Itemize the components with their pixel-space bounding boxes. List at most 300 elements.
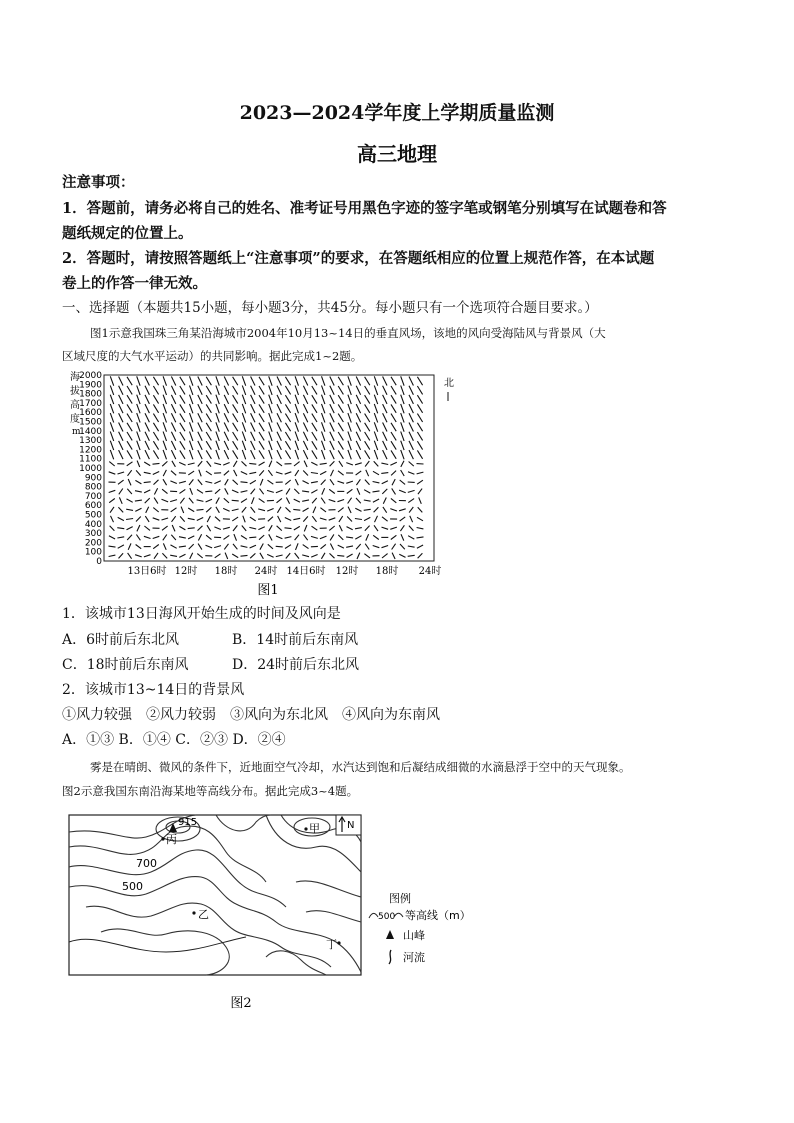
wind-barb — [296, 543, 299, 550]
wind-barb — [383, 413, 387, 422]
wind-barb — [417, 377, 422, 385]
wind-barb — [216, 432, 219, 441]
fig1-ytick-label: 1300 — [79, 436, 102, 447]
fig1-ytick-label: 1700 — [79, 398, 102, 409]
wind-barb — [321, 553, 325, 559]
wind-barb — [348, 422, 351, 431]
wind-barb — [330, 413, 334, 422]
wind-barb — [365, 414, 370, 422]
wind-barb — [390, 462, 396, 465]
wind-barb — [179, 554, 185, 557]
wind-barb — [127, 450, 132, 458]
wind-barb — [232, 500, 239, 501]
wind-barb — [356, 413, 360, 422]
wind-barb — [233, 480, 238, 485]
wind-barb — [408, 472, 414, 475]
wind-barb — [144, 462, 150, 466]
wind-barb — [127, 377, 132, 385]
wind-barb — [188, 536, 194, 539]
wind-barb — [153, 377, 158, 385]
fig1-ytick-label: 1900 — [79, 380, 102, 391]
wind-barb — [128, 553, 132, 559]
wind-barb — [241, 482, 248, 483]
wind-barb — [391, 395, 396, 403]
wind-barb — [180, 516, 185, 521]
contour-lines — [69, 815, 361, 975]
wind-barb — [302, 555, 309, 557]
wind-barb — [144, 536, 151, 538]
wind-barb — [338, 481, 345, 483]
wind-barb — [356, 471, 362, 475]
wind-barb — [338, 471, 344, 475]
wind-barb — [391, 404, 396, 412]
wind-barb — [331, 470, 334, 476]
wind-barb — [383, 498, 386, 504]
wind-barb — [348, 376, 351, 385]
wind-barb — [198, 534, 201, 540]
wind-barb — [127, 395, 132, 403]
wind-barb — [153, 545, 159, 549]
wind-barb — [163, 470, 166, 476]
wind-barb — [110, 413, 113, 422]
wind-barb — [145, 450, 149, 459]
contour-label-700: 700 — [136, 857, 157, 870]
wind-barb — [206, 507, 211, 512]
wind-barb — [179, 462, 185, 465]
wind-barb — [269, 413, 272, 422]
wind-barb — [109, 546, 116, 547]
wind-barb — [251, 413, 255, 422]
wind-barb — [197, 518, 203, 521]
wind-barb — [118, 472, 125, 474]
q1-option-d: D．24时前后东北风 — [232, 657, 360, 673]
wind-barb — [338, 414, 343, 422]
wind-barb — [285, 386, 290, 394]
wind-barb — [171, 441, 175, 450]
wind-barb — [418, 553, 423, 558]
wind-barb — [171, 508, 177, 512]
wind-barb — [198, 526, 203, 531]
wind-barb — [110, 422, 113, 431]
wind-barb — [180, 498, 184, 504]
wind-barb — [312, 404, 317, 412]
wind-barb — [338, 377, 343, 385]
wind-barb — [383, 441, 387, 450]
wind-barb — [365, 377, 370, 385]
wind-barb — [382, 554, 388, 558]
wind-barb — [295, 376, 298, 385]
wind-barb — [417, 517, 423, 521]
wind-barb — [304, 535, 308, 541]
wind-barb — [190, 422, 193, 431]
wind-barb — [137, 395, 140, 404]
wind-barb — [118, 507, 123, 512]
wind-barb — [233, 395, 238, 403]
wind-barb — [269, 534, 272, 540]
wind-barb — [285, 480, 290, 484]
wind-barb — [163, 543, 166, 549]
wind-barb — [214, 463, 221, 465]
wind-barb — [346, 463, 353, 465]
wind-barb — [206, 499, 212, 502]
wind-barb — [197, 509, 204, 510]
wind-barb — [172, 525, 175, 531]
wind-barb — [338, 404, 343, 412]
wind-barb — [391, 450, 396, 458]
wind-barb — [225, 488, 228, 494]
wind-barb — [216, 395, 219, 404]
wind-barb — [417, 537, 424, 538]
wind-barb — [110, 395, 113, 404]
wind-barb — [145, 377, 149, 386]
wind-barb — [241, 499, 247, 503]
wind-barb — [144, 482, 151, 483]
wind-barb — [198, 404, 202, 413]
wind-barb — [269, 422, 272, 431]
wind-barb — [197, 554, 202, 558]
wind-barb — [189, 498, 193, 503]
wind-barb — [311, 482, 318, 483]
wind-barb — [190, 553, 193, 559]
wind-barb — [190, 450, 193, 459]
intro-1-line-1: 图1示意我国珠三角某沿海城市2004年10月13~14日的垂直风场，该地的风向受海陆风与背景风（大 — [90, 326, 606, 340]
wind-barb — [399, 490, 406, 493]
wind-barb — [190, 441, 193, 450]
wind-barb — [180, 441, 185, 449]
wind-barb — [171, 471, 176, 476]
wind-barb — [304, 525, 307, 531]
wind-barb — [249, 463, 256, 464]
wind-barb — [153, 404, 158, 412]
wind-barb — [408, 555, 415, 556]
wind-barb — [322, 450, 325, 459]
wind-barb — [242, 376, 245, 385]
wind-barb — [276, 555, 283, 557]
wind-barb — [408, 490, 415, 492]
wind-barb — [295, 386, 298, 395]
wind-barb — [136, 470, 141, 475]
wind-barb — [312, 498, 317, 503]
wind-barb — [207, 516, 210, 522]
intro-2-line-1: 雾是在晴朗、微风的条件下，近地面空气冷却，水汽达到饱和后凝结成细微的水滴悬浮于空中的天气现象。 — [90, 760, 631, 774]
wind-barb — [311, 555, 317, 558]
wind-barb — [144, 526, 150, 530]
wind-barb — [171, 545, 177, 548]
wind-barb — [251, 404, 255, 413]
wind-barb — [312, 526, 318, 530]
wind-barb — [329, 526, 334, 530]
wind-barb — [119, 404, 123, 413]
wind-barb — [365, 450, 370, 458]
wind-barb — [409, 450, 413, 459]
wind-barb — [383, 450, 387, 459]
wind-barb — [153, 508, 158, 512]
wind-barb — [223, 527, 230, 529]
wind-barb — [286, 488, 290, 494]
fig1-ytick-label: 800 — [84, 482, 102, 493]
wind-barb — [374, 422, 377, 431]
wind-barb — [251, 450, 255, 459]
wind-barb — [383, 377, 387, 386]
wind-barb — [401, 413, 404, 422]
wind-barb — [409, 377, 413, 386]
wind-barb — [357, 553, 360, 559]
wind-barb — [293, 509, 300, 510]
wind-barb — [224, 471, 229, 476]
wind-barb — [198, 423, 202, 432]
contour-label-500: 500 — [122, 880, 143, 893]
figure-2-contour-map — [66, 812, 486, 1017]
wind-barb — [322, 422, 325, 431]
legend-peak-icon — [386, 930, 394, 939]
wind-barb — [356, 544, 361, 549]
wind-barb — [225, 553, 228, 559]
wind-barb — [329, 500, 336, 502]
wind-barb — [409, 462, 414, 467]
wind-barb — [154, 498, 158, 504]
wind-barb — [401, 534, 404, 540]
wind-barb — [322, 395, 325, 404]
wind-barb — [216, 413, 219, 422]
wind-barb — [233, 386, 238, 394]
wind-barb — [233, 544, 237, 549]
wind-barb — [199, 470, 201, 477]
legend-title: 图例 — [389, 892, 411, 905]
wind-barb — [356, 441, 360, 450]
wind-barb — [322, 413, 325, 422]
wind-barb — [163, 413, 166, 422]
wind-barb — [259, 432, 264, 440]
notice-heading: 注意事项： — [62, 174, 135, 191]
wind-barb — [391, 432, 396, 440]
wind-barb — [418, 507, 423, 512]
wind-barb — [330, 395, 334, 404]
wind-barb — [207, 461, 211, 467]
wind-barb — [188, 508, 194, 512]
wind-barb — [390, 509, 397, 511]
wind-barb — [356, 423, 360, 432]
wind-barb — [365, 441, 370, 449]
wind-barb — [303, 404, 307, 413]
wind-barb — [364, 490, 370, 493]
wind-barb — [267, 490, 274, 492]
wind-barb — [127, 423, 132, 431]
wind-barb — [277, 395, 281, 404]
wind-barb — [233, 377, 238, 385]
wind-barb — [171, 535, 176, 540]
wind-barb — [127, 404, 132, 412]
wind-barb — [180, 450, 185, 458]
wind-barb — [205, 481, 212, 483]
wind-barb — [312, 441, 317, 449]
wind-barb — [172, 516, 176, 522]
wind-barb — [348, 441, 351, 450]
wind-barb — [232, 517, 238, 521]
wind-barb — [117, 528, 124, 529]
wind-barb — [127, 441, 132, 449]
wind-barb — [163, 479, 167, 485]
fig1-xtick-label: 12时 — [174, 566, 198, 577]
wind-barb — [303, 481, 309, 484]
wind-barb — [303, 395, 307, 404]
wind-barb — [170, 555, 177, 556]
wind-barb — [347, 554, 353, 558]
wind-barb — [312, 386, 317, 394]
wind-barb — [154, 488, 157, 494]
wind-barb — [119, 395, 123, 404]
wind-barb — [180, 414, 185, 422]
wind-barb — [303, 545, 309, 549]
wind-barb — [303, 441, 307, 450]
wind-barb — [339, 461, 343, 467]
wind-barb — [409, 386, 413, 395]
wind-barb — [233, 441, 238, 449]
wind-barb — [162, 518, 169, 520]
fig1-ytick-label: 500 — [84, 510, 102, 521]
wind-barb — [137, 525, 140, 531]
wind-barb — [268, 544, 273, 549]
wind-barb — [242, 507, 246, 512]
wind-barb — [277, 386, 281, 395]
wind-barb — [269, 525, 273, 531]
wind-barb — [234, 534, 237, 541]
wind-barb — [251, 489, 255, 494]
wind-barb — [119, 441, 123, 450]
wind-barb — [355, 536, 361, 539]
wind-barb — [206, 450, 211, 458]
wind-barb — [365, 395, 370, 403]
wind-barb — [259, 462, 265, 466]
wind-barb — [330, 553, 335, 558]
wind-barb — [417, 528, 424, 529]
wind-barb — [188, 528, 195, 529]
wind-barb — [401, 432, 404, 441]
wind-barb — [295, 441, 298, 450]
wind-barb — [320, 463, 327, 464]
wind-barb — [110, 376, 113, 385]
wind-barb — [216, 507, 220, 513]
wind-barb — [109, 536, 115, 539]
legend-river-icon — [389, 950, 391, 964]
wind-barb — [224, 432, 228, 441]
wind-barb — [190, 404, 193, 413]
wind-barb — [277, 423, 281, 432]
wind-barb — [224, 450, 228, 459]
fig1-xtick-label: 13日6时 — [127, 566, 167, 577]
wind-barb — [205, 491, 212, 492]
wind-barb — [268, 480, 274, 484]
wind-barb — [285, 395, 290, 403]
peak-elevation: 915 — [178, 817, 198, 828]
wind-barb — [294, 499, 300, 502]
intro-1-line-2: 区域尺度的大气水平运动）的共同影响。据此完成1~2题。 — [62, 349, 363, 363]
wind-barb — [391, 498, 396, 502]
wind-barb — [348, 507, 351, 513]
wind-barb — [276, 472, 283, 474]
wind-barb — [241, 536, 247, 540]
wind-barb — [409, 441, 413, 450]
wind-barb — [330, 544, 333, 550]
wind-barb — [347, 517, 352, 522]
wind-barb — [330, 479, 334, 485]
wind-barb — [338, 386, 343, 394]
legend-river: 河流 — [403, 951, 425, 964]
wind-barb — [303, 432, 307, 441]
wind-barb — [224, 395, 228, 404]
wind-barb — [285, 450, 290, 458]
wind-barb — [127, 386, 132, 394]
wind-barb — [373, 471, 379, 475]
wind-barb — [348, 498, 352, 504]
wind-barb — [294, 489, 299, 494]
wind-barb — [320, 471, 326, 474]
wind-barb — [233, 423, 238, 431]
wind-barb — [293, 518, 300, 519]
wind-barb — [303, 516, 308, 521]
wind-barb — [383, 386, 387, 395]
wind-barb — [251, 441, 255, 450]
wind-barb — [127, 462, 133, 466]
fig1-xtick-label: 24时 — [418, 566, 442, 577]
wind-barb — [188, 463, 195, 465]
wind-barb — [311, 473, 318, 474]
wind-barb — [259, 535, 264, 540]
peak-icon — [169, 823, 177, 832]
wind-barb — [295, 413, 298, 422]
wind-barb — [241, 491, 248, 493]
wind-barb — [190, 386, 193, 395]
wind-barb — [277, 413, 281, 422]
wind-barb — [417, 450, 422, 458]
wind-barb — [198, 386, 202, 395]
figure-1-wind-field — [60, 368, 454, 598]
wind-barb — [391, 441, 396, 449]
wind-barb — [277, 526, 282, 531]
wind-barb — [181, 507, 184, 513]
wind-barb — [215, 554, 221, 558]
wind-barb — [285, 528, 292, 529]
wind-barb — [137, 422, 140, 431]
wind-barb — [206, 414, 211, 422]
wind-barb — [268, 517, 273, 522]
wind-barb — [145, 423, 149, 432]
wind-barb — [303, 423, 307, 432]
wind-barb — [410, 516, 413, 522]
wind-barb — [399, 554, 405, 557]
wind-barb — [163, 450, 166, 459]
notice-line-3: 2．答题时，请按照答题纸上“注意事项”的要求，在答题纸相应的位置上规范作答，在本试题 — [62, 250, 655, 267]
wind-barb — [146, 507, 149, 513]
wind-barb — [110, 450, 113, 459]
wind-barb — [251, 377, 255, 386]
wind-barb — [269, 450, 272, 459]
wind-barb — [400, 525, 404, 531]
river — [69, 937, 246, 952]
wind-barb — [321, 498, 325, 504]
figure-2-caption: 图2 — [230, 996, 252, 1011]
wind-barb — [409, 395, 413, 404]
wind-barb — [163, 395, 166, 404]
wind-barb — [338, 441, 343, 449]
wind-barb — [401, 450, 404, 459]
wind-barb — [170, 481, 176, 484]
wind-barb — [373, 546, 380, 548]
wind-barb — [198, 377, 202, 386]
wind-barb — [171, 404, 175, 413]
wind-barb — [180, 386, 185, 394]
wind-barb — [216, 422, 219, 431]
wind-barb — [321, 544, 326, 548]
